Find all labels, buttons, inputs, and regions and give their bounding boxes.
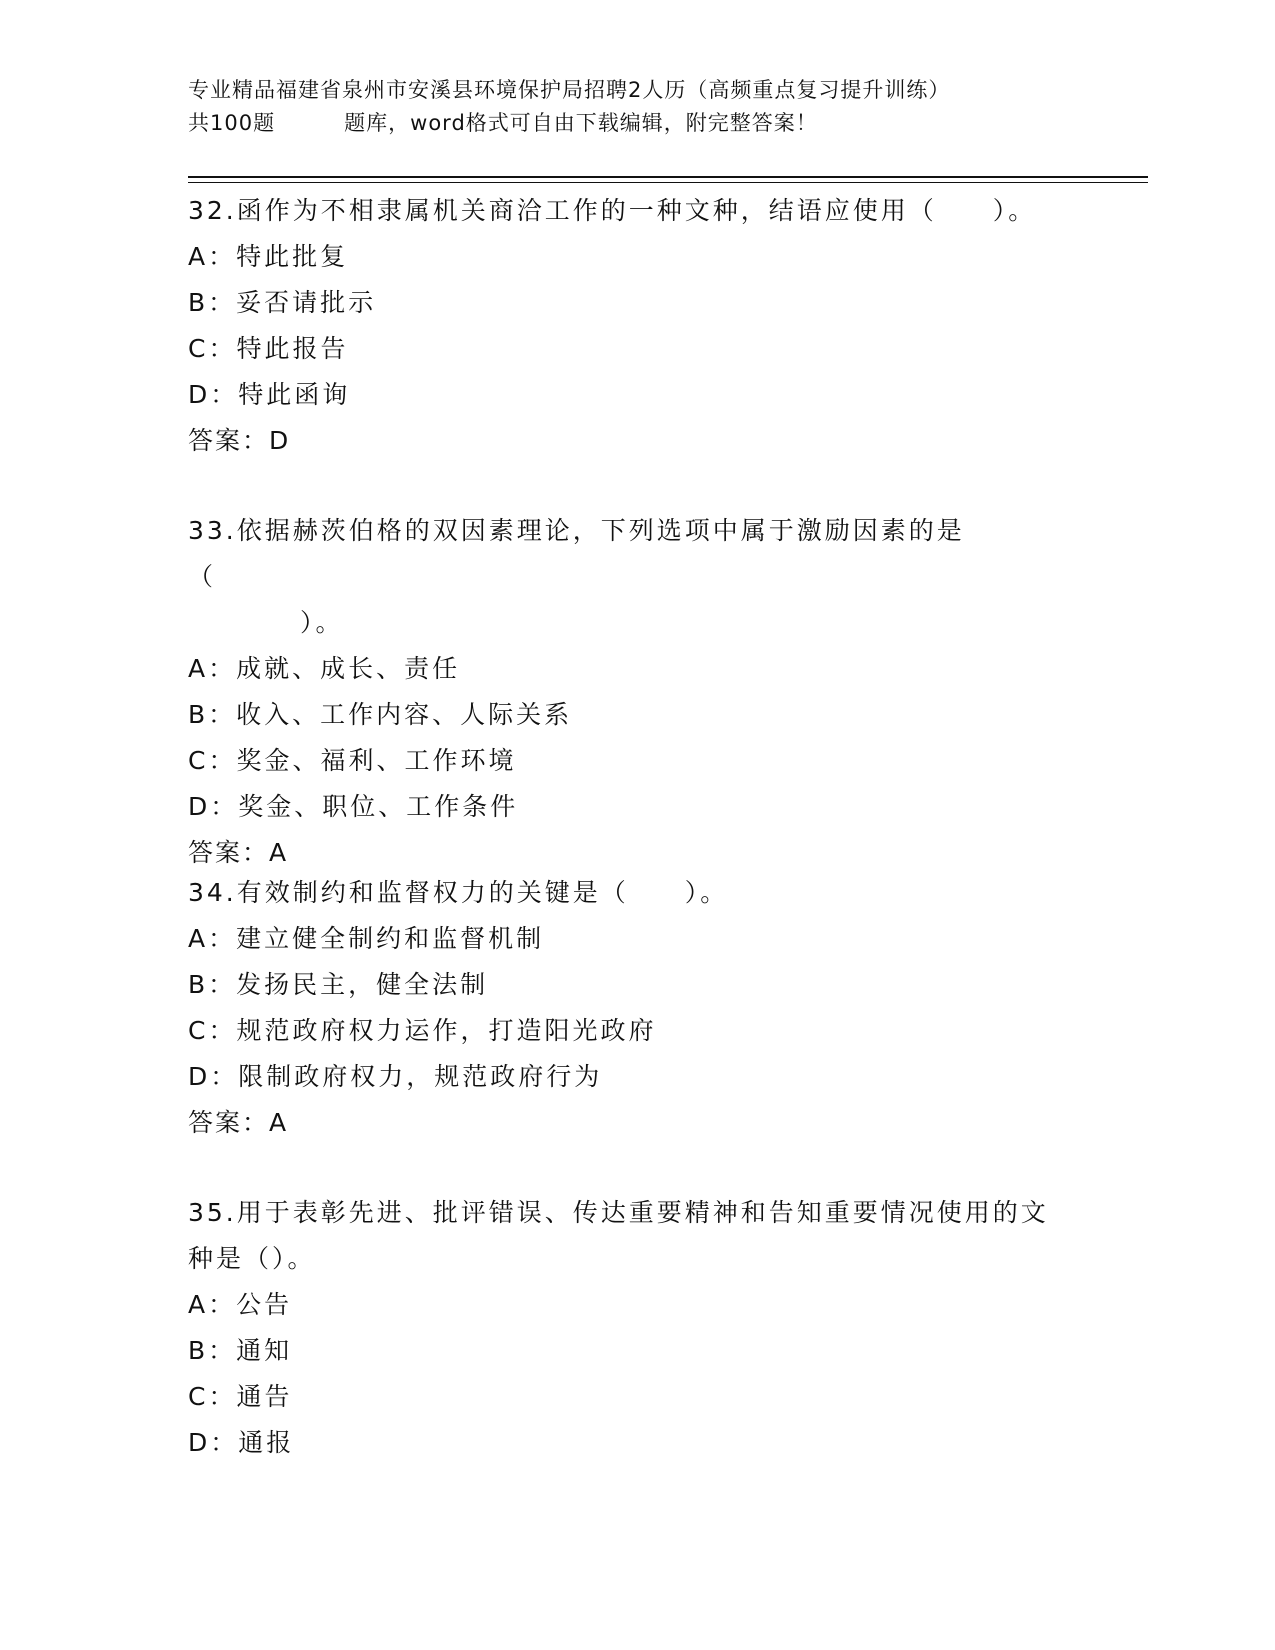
option-c: C：规范政府权力运作，打造阳光政府 <box>188 1016 657 1045</box>
document-header <box>188 74 1088 140</box>
option-c: C：奖金、福利、工作环境 <box>188 746 517 775</box>
question-35 <box>188 1190 1088 1466</box>
option-c: C：通告 <box>188 1382 293 1411</box>
answer-line: 答案：A <box>188 838 289 867</box>
option-c: C：特此报告 <box>188 334 349 363</box>
header-title-line1: 专业精品福建省泉州市安溪县环境保护局招聘2人历（高频重点复习提升训练） <box>188 78 951 102</box>
option-a: A：特此批复 <box>188 242 349 271</box>
question-stem: 32.函作为不相隶属机关商洽工作的一种文种，结语应使用（ ）。 <box>188 196 1037 225</box>
option-a: A：建立健全制约和监督机制 <box>188 924 545 953</box>
header-divider-thick <box>188 176 1148 178</box>
question-33 <box>188 508 1088 876</box>
option-b: B：通知 <box>188 1336 293 1365</box>
option-a: A：成就、成长、责任 <box>188 654 461 683</box>
option-d: D：通报 <box>188 1428 295 1457</box>
question-34 <box>188 870 1088 1146</box>
option-d: D：奖金、职位、工作条件 <box>188 792 519 821</box>
answer-line: 答案：A <box>188 1108 289 1137</box>
question-32 <box>188 188 1088 464</box>
option-d: D：特此函询 <box>188 380 351 409</box>
option-b: B：收入、工作内容、人际关系 <box>188 700 573 729</box>
header-divider-thin <box>188 182 1148 183</box>
option-a: A：公告 <box>188 1290 293 1319</box>
option-d: D：限制政府权力，规范政府行为 <box>188 1062 603 1091</box>
question-stem: 33.依据赫茨伯格的双因素理论，下列选项中属于激励因素的是（ ）。 <box>188 516 965 637</box>
option-b: B：发扬民主，健全法制 <box>188 970 489 999</box>
question-stem: 34.有效制约和监督权力的关键是（ ）。 <box>188 878 729 907</box>
header-title-line2: 共100题 题库，word格式可自由下载编辑，附完整答案！ <box>188 111 818 135</box>
question-stem: 35.用于表彰先进、批评错误、传达重要精神和告知重要情况使用的文种是（）。 <box>188 1198 1049 1273</box>
option-b: B：妥否请批示 <box>188 288 377 317</box>
answer-line: 答案：D <box>188 426 291 455</box>
